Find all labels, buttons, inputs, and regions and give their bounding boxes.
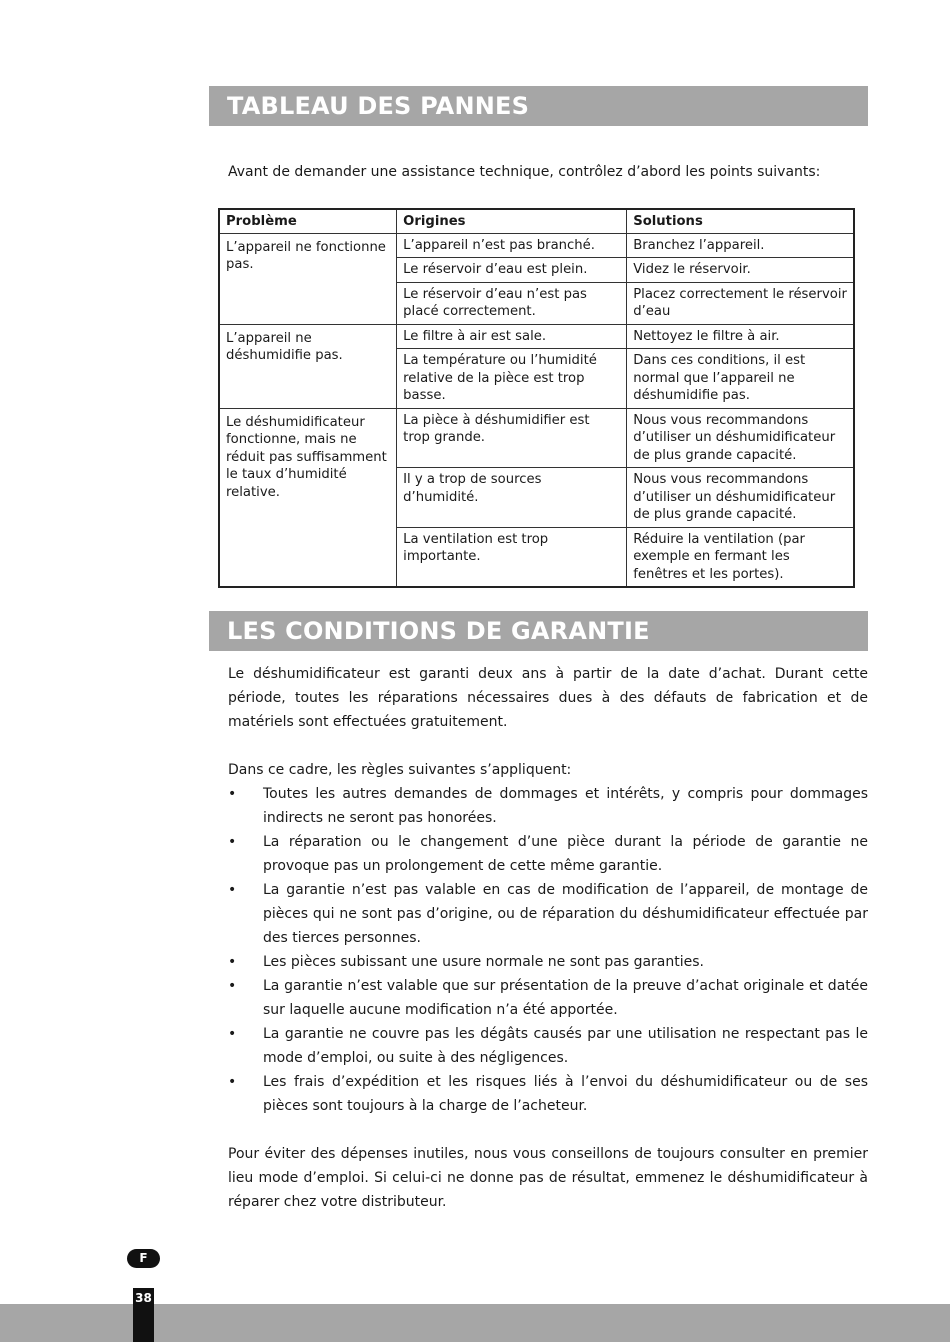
bullet-icon: • (228, 978, 237, 994)
rule-text: La garantie n’est valable que sur présentation de la preuve d’achat originale et datée sur laquelle aucune modification n’a été apportée. (263, 978, 868, 1018)
rules-intro: Dans ce cadre, les règles suivantes s’appliquent: (228, 762, 572, 778)
list-item (228, 1022, 868, 1070)
section-title-warranty: LES CONDITIONS DE GARANTIE (209, 611, 868, 651)
solution-cell: Nous vous recommandons d’utiliser un déshumidificateur de plus grande capacité. (627, 408, 854, 468)
solution-cell: Videz le réservoir. (627, 258, 854, 283)
rule-text: Les pièces subissant une usure normale ne sont pas garanties. (263, 954, 704, 970)
table-row (219, 408, 854, 468)
table-header-row (219, 209, 854, 233)
list-item (228, 878, 868, 950)
origin-cell: Il y a trop de sources d’humidité. (397, 468, 627, 528)
solution-cell: Nettoyez le filtre à air. (627, 324, 854, 349)
bullet-icon: • (228, 882, 237, 898)
rule-text: La garantie n’est pas valable en cas de modification de l’appareil, de montage de pièces qui ne sont pas d’origine, ou de réparation du déshumidificateur effectuée par des tierces personnes. (263, 882, 868, 946)
origin-cell: La température ou l’humidité relative de la pièce est trop basse. (397, 349, 627, 409)
page-number: 38 (133, 1288, 154, 1342)
header-problem: Problème (219, 209, 397, 233)
warranty-body (228, 662, 868, 1214)
origin-cell: Le filtre à air est sale. (397, 324, 627, 349)
section-title-faults: TABLEAU DES PANNES (209, 86, 868, 126)
rule-text: Toutes les autres demandes de dommages et intérêts, y compris pour dommages indirects ne seront pas honorées. (263, 786, 868, 826)
rule-text: La réparation ou le changement d’une pièce durant la période de garantie ne provoque pas un prolongement de cette même garantie. (263, 834, 868, 874)
rules-list (228, 782, 868, 1118)
list-item (228, 974, 868, 1022)
faults-intro: Avant de demander une assistance technique, contrôlez d’abord les points suivants: (228, 164, 821, 180)
solution-cell: Nous vous recommandons d’utiliser un déshumidificateur de plus grande capacité. (627, 468, 854, 528)
language-badge: F (127, 1249, 160, 1268)
closing-paragraph: Pour éviter des dépenses inutiles, nous vous conseillons de toujours consulter en premier lieu mode d’emploi. Si celui-ci ne donne pas de résultat, emmenez le déshumidificateur à réparer chez votre distributeur. (228, 1146, 868, 1210)
list-item (228, 782, 868, 830)
header-solutions: Solutions (627, 209, 854, 233)
solution-cell: Dans ces conditions, il est normal que l’appareil ne déshumidifie pas. (627, 349, 854, 409)
rule-text: La garantie ne couvre pas les dégâts causés par une utilisation ne respectant pas le mode d’emploi, ou suite à des négligences. (263, 1026, 868, 1066)
table-row (219, 324, 854, 349)
table-row (219, 233, 854, 258)
solution-cell: Branchez l’appareil. (627, 233, 854, 258)
bullet-icon: • (228, 954, 237, 970)
origin-cell: L’appareil n’est pas branché. (397, 233, 627, 258)
origin-cell: La pièce à déshumidifier est trop grande. (397, 408, 627, 468)
header-origins: Origines (397, 209, 627, 233)
solution-cell: Réduire la ventilation (par exemple en fermant les fenêtres et les portes). (627, 527, 854, 587)
warranty-paragraph: Le déshumidificateur est garanti deux ans à partir de la date d’achat. Durant cette période, toutes les réparations nécessaires dues à des défauts de fabrication et de matériels sont effectuées gratuitement. (228, 666, 868, 730)
list-item (228, 1070, 868, 1118)
rule-text: Les frais d’expédition et les risques liés à l’envoi du déshumidificateur ou de ses pièces sont toujours à la charge de l’acheteur. (263, 1074, 868, 1114)
bullet-icon: • (228, 834, 237, 850)
problem-cell: L’appareil ne fonctionne pas. (219, 233, 397, 324)
bullet-icon: • (228, 1026, 237, 1042)
bullet-icon: • (228, 786, 237, 802)
solution-cell: Placez correctement le réservoir d’eau (627, 282, 854, 324)
bullet-icon: • (228, 1074, 237, 1090)
list-item (228, 950, 868, 974)
origin-cell: Le réservoir d’eau est plein. (397, 258, 627, 283)
list-item (228, 830, 868, 878)
problem-cell: Le déshumidificateur fonctionne, mais ne réduit pas suffisamment le taux d’humidité relative. (219, 408, 397, 587)
problem-cell: L’appareil ne déshumidifie pas. (219, 324, 397, 408)
faults-table (218, 208, 855, 588)
origin-cell: Le réservoir d’eau n’est pas placé correctement. (397, 282, 627, 324)
origin-cell: La ventilation est trop importante. (397, 527, 627, 587)
